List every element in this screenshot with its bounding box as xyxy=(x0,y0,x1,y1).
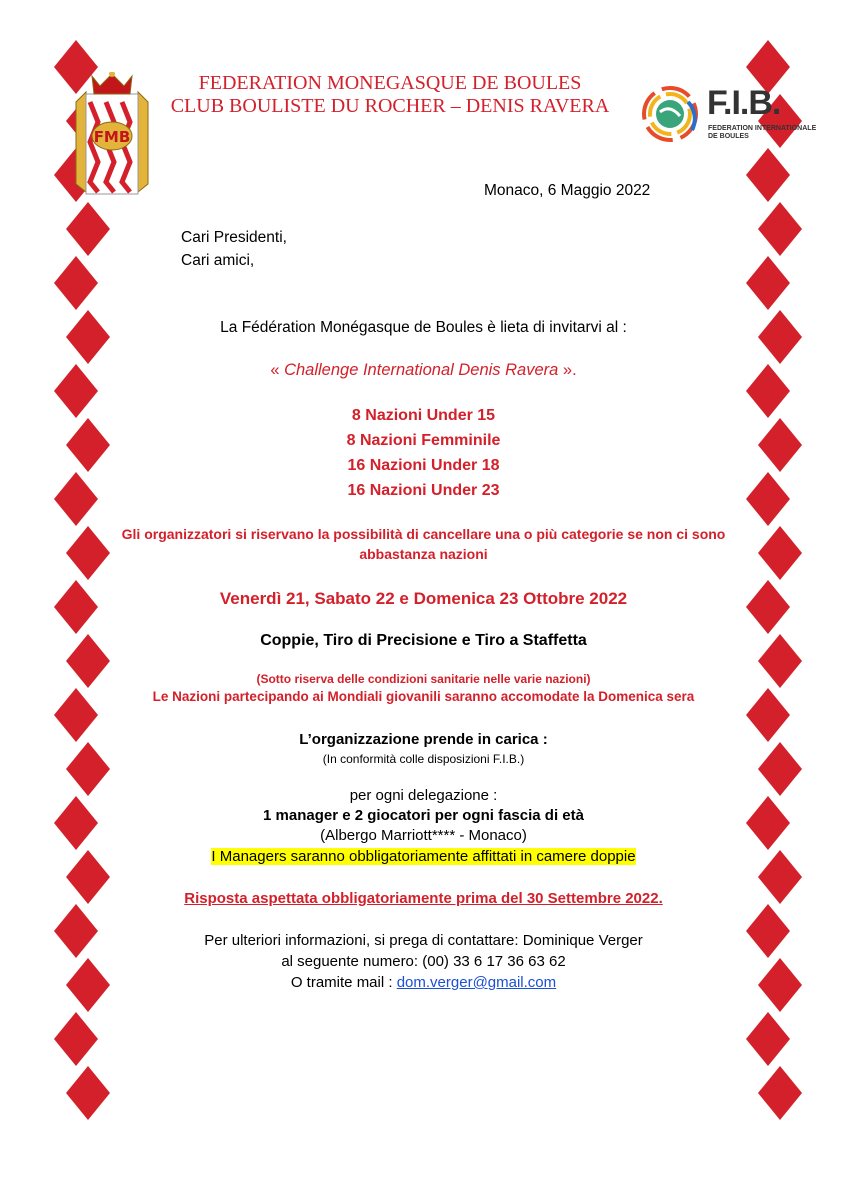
event-dates: Venerdì 21, Sabato 22 e Domenica 23 Ottobre 2022 xyxy=(219,589,628,608)
cancellation-notice-line2: abbastanza nazioni xyxy=(359,546,488,562)
event-disciplines: Coppie, Tiro di Precisione e Tiro a Staffetta xyxy=(260,632,587,649)
delegation-composition: 1 manager e 2 giocatori per ogni fascia di età xyxy=(263,807,584,824)
category-women: 8 Nazioni Femminile xyxy=(346,432,501,449)
letter-date: Monaco, 6 Maggio 2022 xyxy=(484,182,651,199)
greeting-presidents: Cari Presidenti, xyxy=(181,229,287,246)
fib-logo-subtitle: FEDERATION INTERNATIONALE DE BOULES xyxy=(708,125,817,140)
fib-logo-text: F.I.B. xyxy=(707,84,781,122)
organization-heading: L’organizzazione prende in carica : xyxy=(299,731,548,748)
border-diamond xyxy=(748,202,812,256)
contact-mail xyxy=(0,973,847,993)
contact-phone: al seguente numero: (00) 33 6 17 36 63 62 xyxy=(281,953,566,970)
contact-email-link[interactable]: dom.verger@gmail.com xyxy=(396,974,557,991)
border-diamond xyxy=(736,1012,800,1066)
border-diamond xyxy=(44,1012,108,1066)
federation-title: FEDERATION MONEGASQUE DE BOULES xyxy=(198,72,582,94)
event-quote-open: « xyxy=(270,361,285,379)
category-under-18: 16 Nazioni Under 18 xyxy=(347,457,500,474)
world-championships-note: Le Nazioni partecipando ai Mondiali giovanili saranno accomodate la Domenica sera xyxy=(152,689,695,704)
intro-text: La Fédération Monégasque de Boules è lieta di invitarvi al : xyxy=(220,319,627,336)
fmb-logo-text: FMB xyxy=(93,128,131,146)
greeting-friends: Cari amici, xyxy=(181,252,255,269)
club-title: CLUB BOULISTE DU ROCHER – DENIS RAVERA xyxy=(170,95,610,117)
cancellation-notice-line1: Gli organizzatori si riservano la possibilità di cancellare una o più categorie se non ci sono xyxy=(121,526,726,542)
response-deadline: Risposta aspettata obbligatoriamente prima del 30 Settembre 2022. xyxy=(184,890,663,907)
event-name: Challenge International Denis Ravera xyxy=(284,361,559,379)
contact-line1: Per ulteriori informazioni, si prega di contattare: Dominique Verger xyxy=(204,932,643,949)
managers-rooms-text: I Managers saranno obbligatoriamente affittati in camere doppie xyxy=(211,848,636,865)
fmb-crest-logo xyxy=(70,72,154,200)
border-diamond xyxy=(736,256,800,310)
fib-conformity: (In conformità colle disposizioni F.I.B.) xyxy=(322,752,525,766)
event-quote-close: ». xyxy=(558,361,577,379)
contact-mail-prefix: O tramite mail : xyxy=(290,974,397,991)
managers-rooms xyxy=(0,847,847,867)
border-diamond xyxy=(56,1066,120,1120)
event-title xyxy=(0,360,847,380)
border-diamond xyxy=(56,202,120,256)
border-diamond xyxy=(748,1066,812,1120)
border-diamond xyxy=(736,148,800,202)
category-under-15: 8 Nazioni Under 15 xyxy=(351,407,496,424)
category-under-23: 16 Nazioni Under 23 xyxy=(347,482,500,499)
per-delegation: per ogni delegazione : xyxy=(349,787,498,804)
border-diamond xyxy=(44,256,108,310)
hotel-info: (Albergo Marriott**** - Monaco) xyxy=(320,827,527,844)
sanitary-conditions: (Sotto riserva delle condizioni sanitarie nelle varie nazioni) xyxy=(256,672,591,686)
